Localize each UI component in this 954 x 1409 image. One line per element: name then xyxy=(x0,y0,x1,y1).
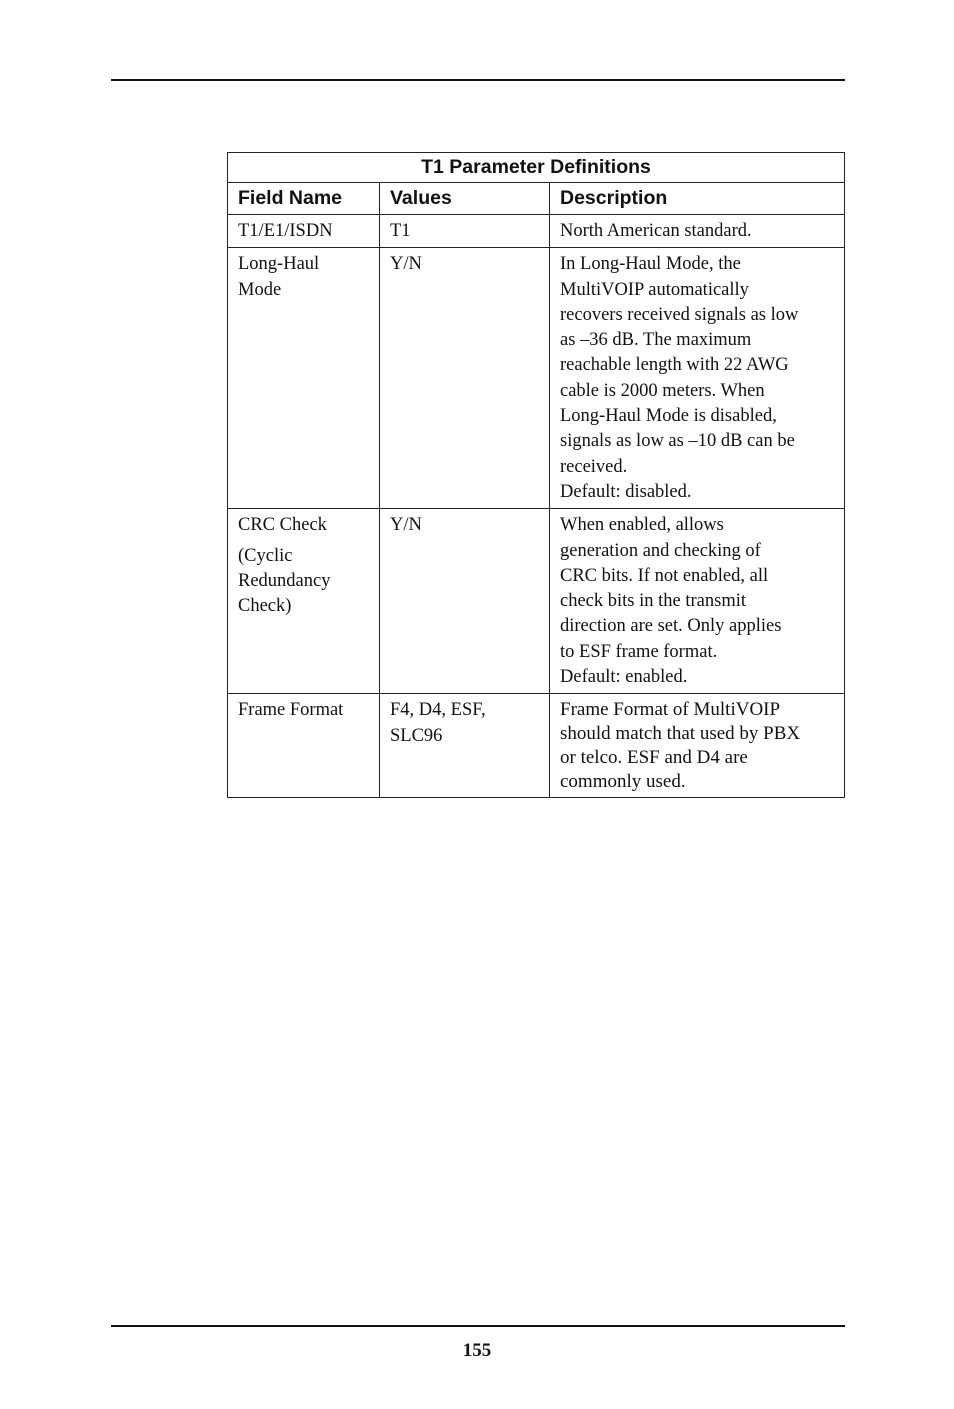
field-values: SLC96 xyxy=(390,725,443,746)
description-line: direction are set. Only applies xyxy=(560,616,782,637)
table-row xyxy=(228,215,845,248)
field-values: F4, D4, ESF, xyxy=(390,700,486,721)
description-line: check bits in the transmit xyxy=(560,591,746,612)
description-line: commonly used. xyxy=(560,771,686,793)
column-header-description: Description xyxy=(550,183,845,215)
table-header-row xyxy=(228,183,845,215)
field-note: Redundancy xyxy=(238,570,331,591)
field-values: Y/N xyxy=(390,254,422,275)
table-title-row xyxy=(228,153,845,183)
table-row xyxy=(228,694,845,798)
description-line: Default: disabled. xyxy=(560,481,692,502)
description-cell xyxy=(550,509,845,694)
values-cell xyxy=(380,509,550,694)
description-line: generation and checking of xyxy=(560,540,761,561)
values-cell xyxy=(380,694,550,798)
field-note: Check) xyxy=(238,596,292,617)
table-title: T1 Parameter Definitions xyxy=(228,153,845,183)
description-line: signals as low as –10 dB can be xyxy=(560,431,795,452)
column-header-values: Values xyxy=(380,183,550,215)
field-name-cell xyxy=(228,248,380,509)
field-values: T1 xyxy=(390,221,411,241)
field-name-cell xyxy=(228,694,380,798)
field-note: (Cyclic xyxy=(238,545,293,566)
description-line: Long-Haul Mode is disabled, xyxy=(560,406,777,427)
description-line: recovers received signals as low xyxy=(560,304,799,325)
description-line: CRC bits. If not enabled, all xyxy=(560,565,769,586)
page-number: 155 xyxy=(462,1340,492,1361)
t1-parameter-table xyxy=(227,152,845,798)
description-line: to ESF frame format. xyxy=(560,641,718,662)
footer-rule xyxy=(111,1325,845,1327)
field-name: Frame Format xyxy=(238,700,344,721)
values-cell xyxy=(380,248,550,509)
description-line: reachable length with 22 AWG xyxy=(560,355,789,376)
column-header-field-name: Field Name xyxy=(228,183,380,215)
header-rule xyxy=(111,79,845,81)
values-cell xyxy=(380,215,550,248)
description-line: or telco. ESF and D4 are xyxy=(560,747,748,769)
field-name-cell xyxy=(228,509,380,694)
description-line: cable is 2000 meters. When xyxy=(560,380,765,401)
description-line: received. xyxy=(560,456,628,477)
field-name-cell xyxy=(228,215,380,248)
table-row xyxy=(228,248,845,509)
description-line: as –36 dB. The maximum xyxy=(560,330,752,351)
field-name: T1/E1/ISDN xyxy=(238,221,333,241)
description-line: Frame Format of MultiVOIP xyxy=(560,699,781,721)
description-cell xyxy=(550,248,845,509)
field-name: CRC Check xyxy=(238,515,327,536)
description-line: should match that used by PBX xyxy=(560,723,801,745)
description-line: When enabled, allows xyxy=(560,515,724,536)
description-line: Default: enabled. xyxy=(560,667,688,688)
field-values: Y/N xyxy=(390,515,422,536)
field-name: Long-Haul xyxy=(238,254,320,275)
description-line: MultiVOIP automatically xyxy=(560,279,749,300)
description-cell xyxy=(550,694,845,798)
field-name: Mode xyxy=(238,279,282,300)
description-line: In Long-Haul Mode, the xyxy=(560,254,741,275)
description-cell xyxy=(550,215,845,248)
table-row xyxy=(228,509,845,694)
description-line: North American standard. xyxy=(560,221,752,241)
